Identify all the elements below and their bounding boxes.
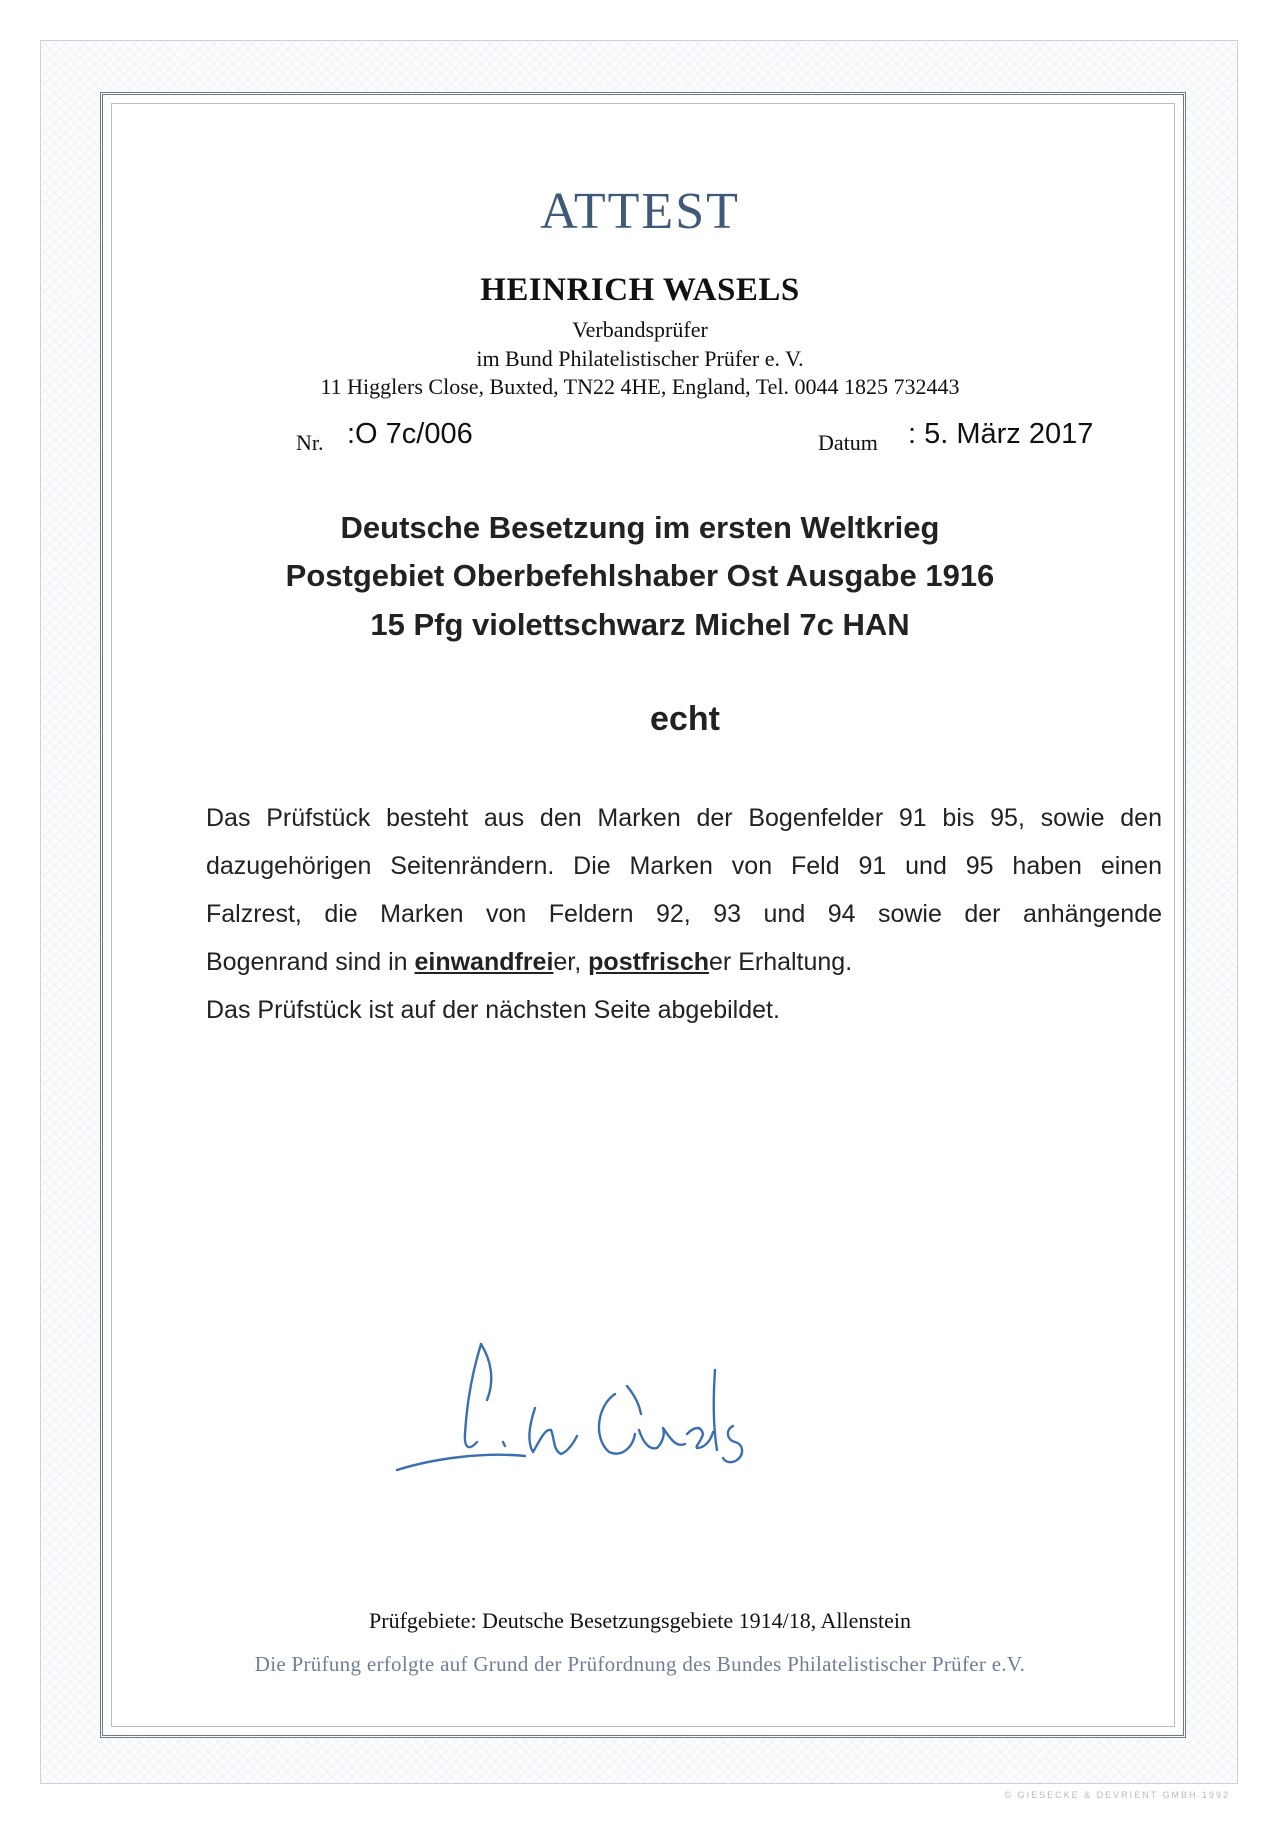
- examiner-name: HEINRICH WASELS: [480, 272, 800, 308]
- condition-emphasis-2: postfrisch: [588, 948, 710, 976]
- description-line-1: Das Prüfstück besteht aus den Marken der Bogenfelder 91 bis 95, sowie den: [206, 804, 1162, 832]
- examination-fields: Prüfgebiete: Deutsche Besetzungsgebiete 1914/18, Allenstein: [369, 1608, 911, 1633]
- description-line-4-mid: er,: [553, 948, 589, 976]
- subject-line-3: 15 Pfg violettschwarz Michel 7c HAN: [370, 607, 910, 642]
- certificate-title: ATTEST: [540, 183, 740, 240]
- association-name: im Bund Philatelistischer Prüfer e. V.: [476, 346, 804, 371]
- description-line-4-end: er Erhaltung.: [709, 948, 853, 976]
- examiner-address: 11 Higglers Close, Buxted, TN22 4HE, England, Tel. 0044 1825 732443: [320, 374, 960, 399]
- description-line-4-start: Bogenrand sind in: [206, 948, 415, 976]
- subject-line-2: Postgebiet Oberbefehlshaber Ost Ausgabe 1916: [285, 558, 995, 593]
- description-line-2: dazugehörigen Seitenrändern. Die Marken von Feld 91 und 95 haben einen: [206, 852, 1162, 880]
- description-line-5: Das Prüfstück ist auf der nächsten Seite abgebildet.: [206, 996, 780, 1024]
- legal-notice: Die Prüfung erfolgte auf Grund der Prüfordnung des Bundes Philatelistischer Prüfer e.V.: [254, 1652, 1026, 1676]
- verdict: echt: [650, 700, 720, 738]
- description-line-3: Falzrest, die Marken von Feldern 92, 93 und 94 sowie der anhängende: [206, 900, 1162, 928]
- number-label: Nr.: [296, 430, 324, 455]
- description-line-4: [206, 938, 1162, 986]
- examiner-role: Verbandsprüfer: [572, 317, 708, 342]
- condition-emphasis-1: einwandfrei: [414, 948, 554, 976]
- date-label: Datum: [818, 430, 878, 455]
- handwritten-signature: [395, 1330, 775, 1480]
- printer-mark: © GIESECKE & DEVRIENT GMBH 1992: [1004, 1790, 1230, 1800]
- certificate-number: :O 7c/006: [347, 418, 473, 450]
- certificate-date: : 5. März 2017: [908, 418, 1094, 450]
- subject-line-1: Deutsche Besetzung im ersten Weltkrieg: [340, 510, 940, 545]
